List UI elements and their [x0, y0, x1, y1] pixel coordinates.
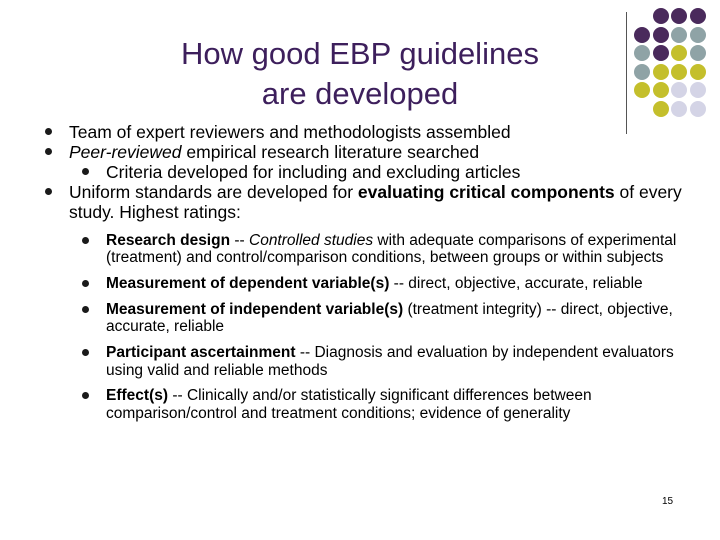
decorative-dot — [653, 8, 669, 24]
bullet-text: empirical research literature searched — [181, 142, 480, 162]
decorative-divider — [626, 12, 627, 134]
decorative-dot — [653, 27, 669, 43]
decorative-dot — [671, 64, 687, 80]
decorative-dot — [690, 8, 706, 24]
rating-title: Research design — [106, 232, 231, 249]
rating-item — [44, 232, 684, 267]
rating-item — [44, 344, 684, 379]
rating-item — [44, 275, 684, 292]
rating-title: Effect(s) — [106, 387, 169, 405]
rating-item — [44, 387, 684, 422]
decorative-dot — [690, 64, 706, 80]
bullet-bold-text: evaluating critical components — [357, 182, 615, 202]
decorative-dot-grid — [630, 8, 720, 128]
decorative-dot — [653, 64, 669, 80]
decorative-dot — [671, 45, 687, 61]
slide-title — [120, 34, 600, 114]
decorative-dot — [634, 64, 650, 80]
ratings-list — [44, 232, 684, 422]
bullet-item — [44, 122, 684, 142]
rating-title: Participant ascertainment — [106, 344, 296, 362]
rating-text: -- direct, objective, accurate, reliable — [389, 275, 643, 293]
bullet-text: of every study. Highest ratings: — [69, 182, 682, 222]
bullet-item — [44, 182, 684, 222]
decorative-dot — [634, 45, 650, 61]
bullet-text: Team of expert reviewers and methodologists assembled — [69, 122, 511, 142]
rating-text: -- Clinically and/or statistically significant differences between comparison/control and treatment conditions; evidence of generality — [106, 387, 592, 422]
decorative-dot — [671, 101, 687, 117]
decorative-dot — [671, 27, 687, 43]
sub-bullet-item — [44, 162, 684, 182]
decorative-dot — [671, 82, 687, 98]
decorative-dot — [690, 101, 706, 117]
decorative-dot — [634, 27, 650, 43]
rating-text: -- Diagnosis and evaluation by independent evaluators using valid and reliable methods — [106, 344, 674, 379]
page-number: 15 — [662, 496, 674, 507]
slide-body — [44, 122, 684, 431]
title-line-1: How good EBP guidelines — [181, 36, 539, 71]
decorative-dot — [653, 101, 669, 117]
rating-title: Measurement of independent variable(s) — [106, 301, 404, 319]
title-line-2: are developed — [261, 76, 459, 111]
bullet-item — [44, 142, 684, 162]
rating-item — [44, 301, 684, 336]
decorative-dot — [690, 27, 706, 43]
bullet-italic-text: Peer-reviewed — [69, 142, 182, 162]
decorative-dot — [690, 45, 706, 61]
decorative-dot — [634, 82, 650, 98]
bullet-text: Uniform standards are developed for — [69, 182, 358, 202]
rating-text: (treatment integrity) -- direct, objective, accurate, reliable — [106, 301, 673, 336]
rating-sep: -- — [230, 232, 249, 249]
rating-italic: Controlled studies — [249, 232, 374, 249]
rating-title: Measurement of dependent variable(s) — [106, 275, 390, 293]
rating-text: with adequate comparisons of experimental (treatment) and control/comparison conditions, between groups or within subjects — [106, 232, 677, 267]
decorative-dot — [653, 45, 669, 61]
decorative-dot — [690, 82, 706, 98]
sub-bullet-text: Criteria developed for including and excluding articles — [106, 162, 521, 182]
decorative-dot — [653, 82, 669, 98]
decorative-dot — [671, 8, 687, 24]
